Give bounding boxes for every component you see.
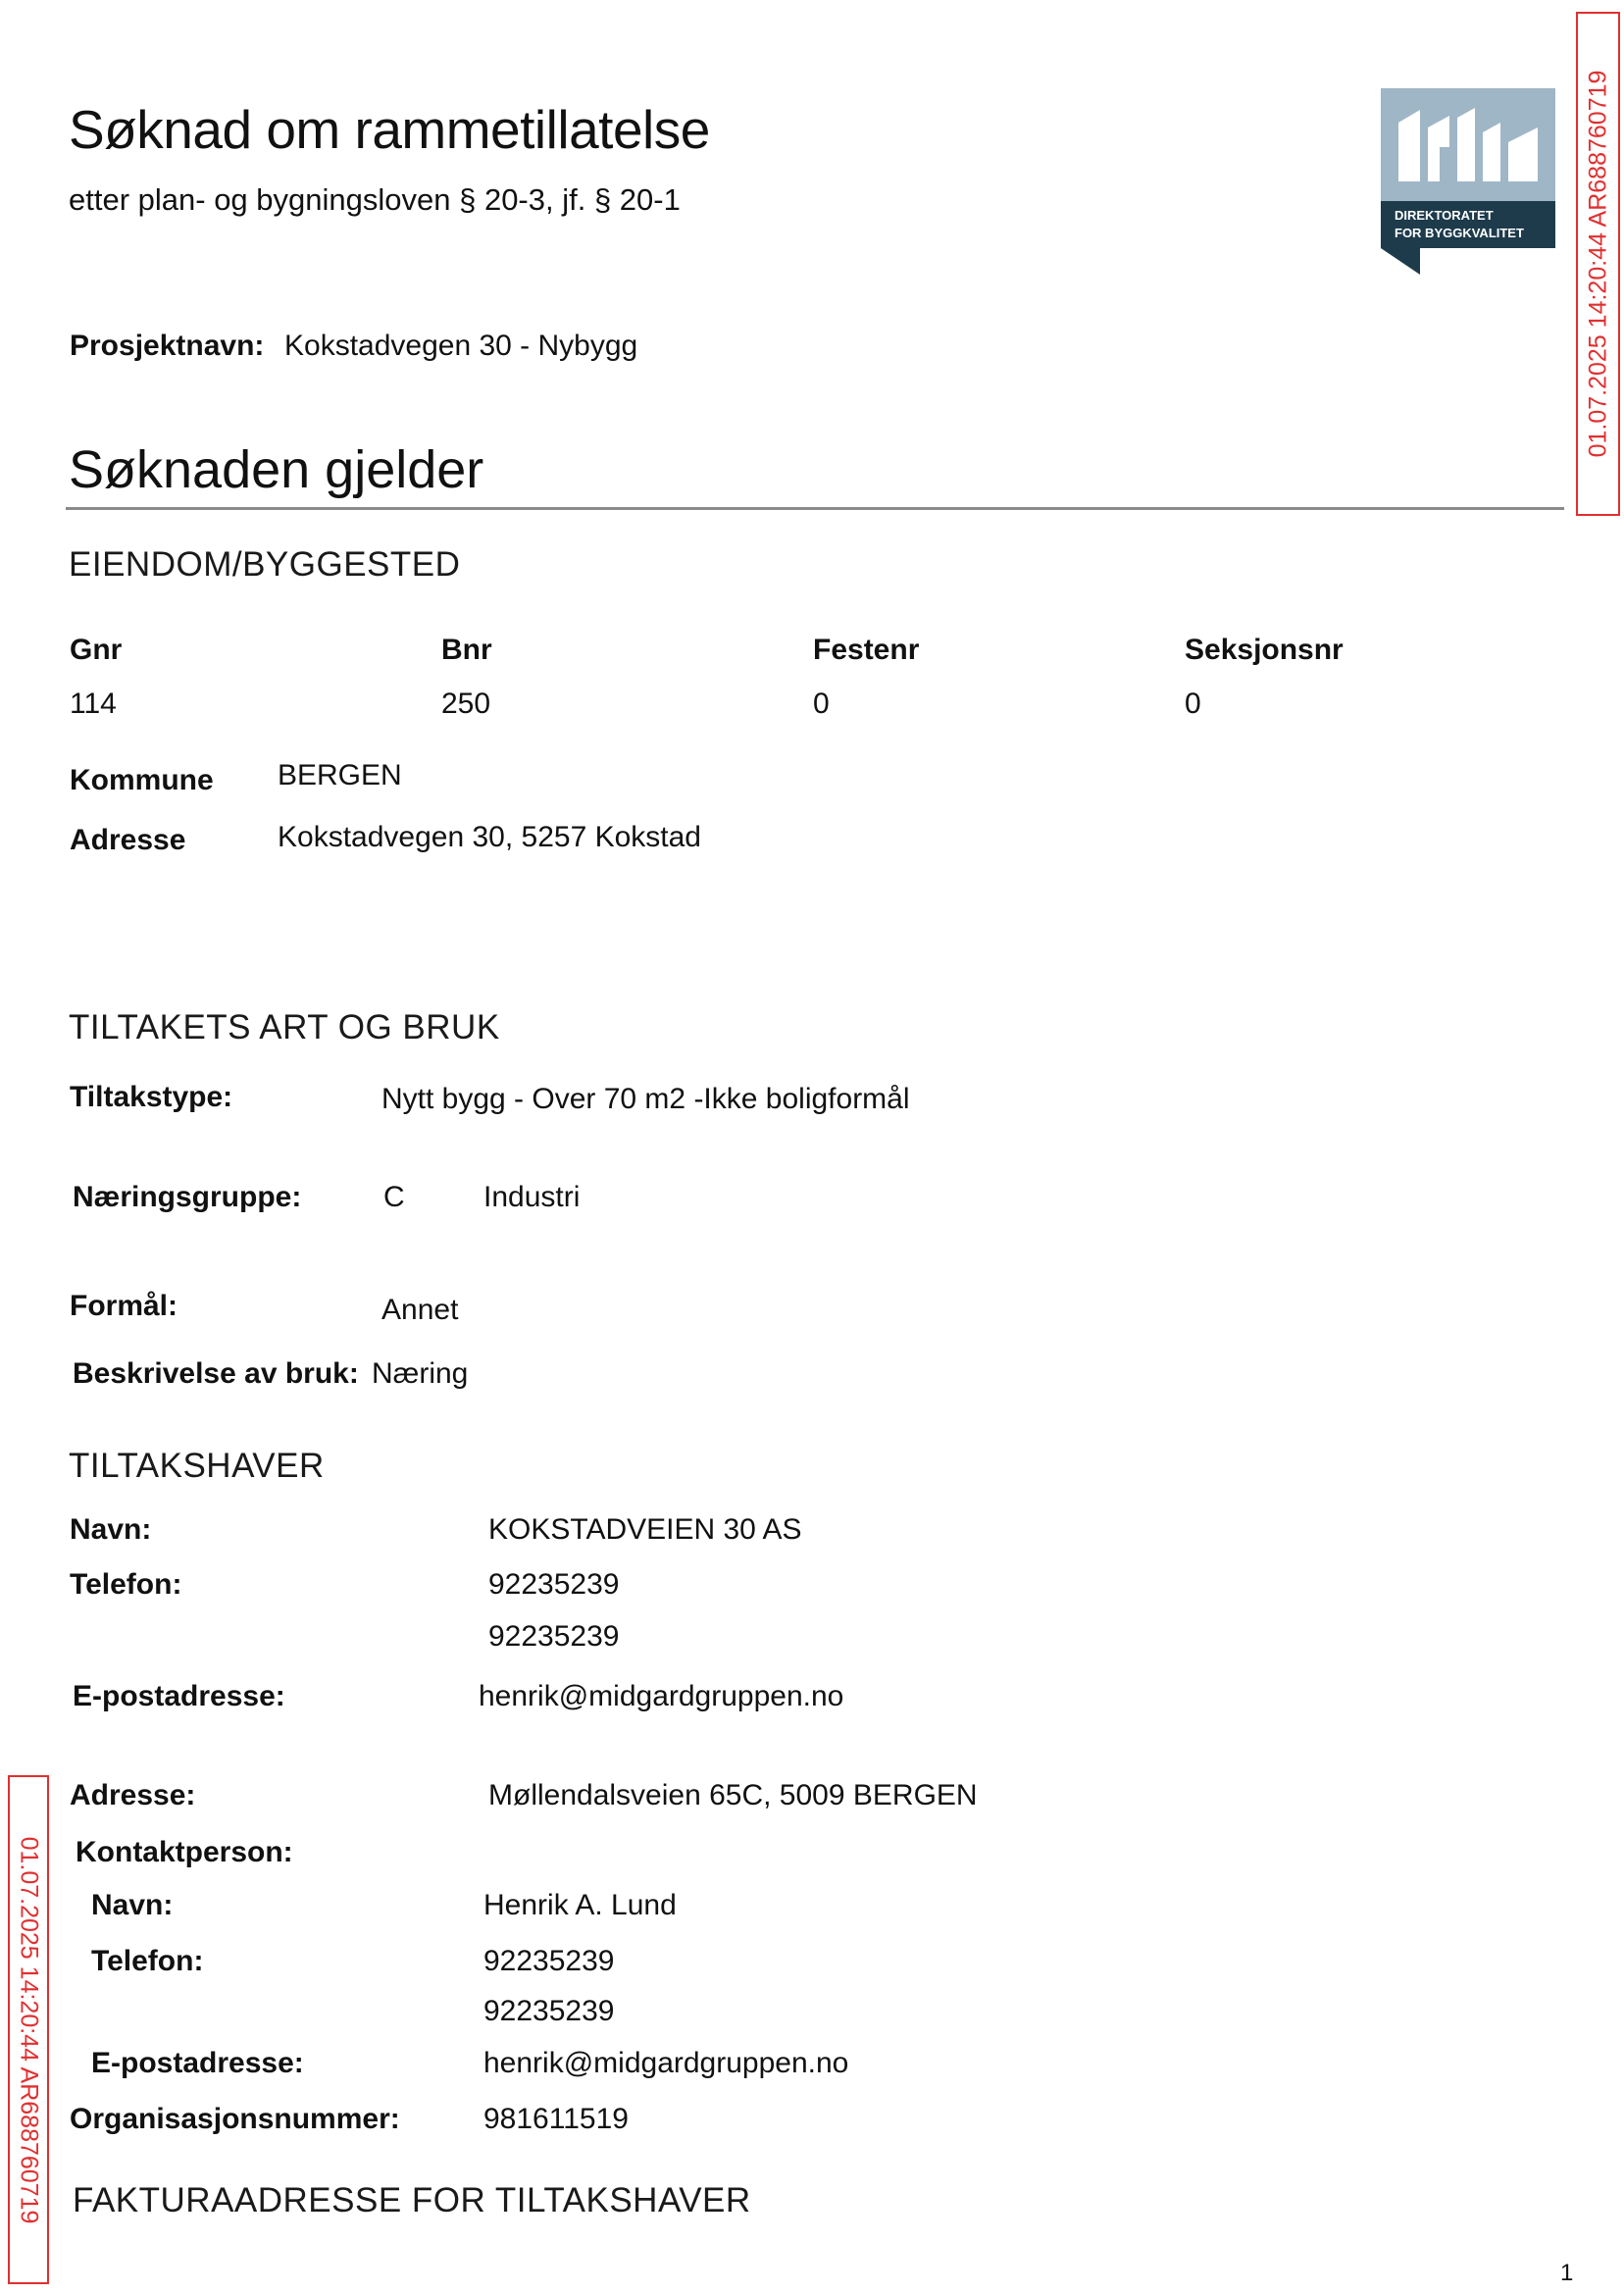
kontaktperson-telefon-value-1: 92235239 (483, 1945, 615, 1977)
tiltakshaver-epost-value: henrik@midgardgruppen.no (479, 1680, 844, 1712)
festenr-value: 0 (813, 688, 830, 720)
tiltakshaver-heading: TILTAKSHAVER (69, 1447, 325, 1485)
project-name-label: Prosjektnavn: (70, 330, 265, 362)
festenr-label: Festenr (813, 634, 920, 666)
kontaktperson-navn-label: Navn: (91, 1889, 174, 1921)
section-divider (66, 507, 1564, 510)
bnr-label: Bnr (441, 634, 492, 666)
page-number: 1 (1560, 2260, 1574, 2286)
tiltakshaver-navn-value: KOKSTADVEIEN 30 AS (488, 1513, 802, 1546)
kontaktperson-label: Kontaktperson: (76, 1836, 293, 1868)
project-name-value: Kokstadvegen 30 - Nybygg (284, 330, 638, 362)
adresse-label: Adresse (70, 824, 186, 856)
tiltakshaver-adresse-value: Møllendalsveien 65C, 5009 BERGEN (488, 1779, 978, 1811)
stamp-right-text: 01.07.2025 14:20:44 AR688760719 (1584, 70, 1611, 458)
document-subtitle: etter plan- og bygningsloven § 20-3, jf. § 20-1 (69, 182, 681, 217)
tiltakstype-value: Nytt bygg - Over 70 m2 -Ikke boligformål (381, 1083, 910, 1115)
logo-text-line1: DIREKTORATET (1395, 208, 1494, 223)
tiltakstype-label: Tiltakstype: (70, 1081, 233, 1113)
tiltakshaver-navn-label: Navn: (70, 1513, 152, 1546)
orgnr-label: Organisasjonsnummer: (70, 2103, 400, 2135)
property-heading: EIENDOM/BYGGESTED (69, 545, 461, 584)
kontaktperson-telefon-label: Telefon: (91, 1945, 204, 1977)
stamp-right (1576, 12, 1620, 516)
stamp-left-text: 01.07.2025 14:20:44 AR688760719 (15, 1836, 43, 2223)
naeringsgruppe-label: Næringsgruppe: (73, 1181, 302, 1213)
gnr-value: 114 (70, 688, 117, 720)
kontaktperson-telefon-value-2: 92235239 (483, 1995, 615, 2027)
naeringsgruppe-value: Industri (483, 1181, 581, 1213)
adresse-value: Kokstadvegen 30, 5257 Kokstad (278, 821, 701, 853)
kommune-value: BERGEN (278, 759, 402, 791)
orgnr-value: 981611519 (483, 2103, 629, 2135)
tiltakshaver-telefon-label: Telefon: (70, 1568, 182, 1601)
seksjonsnr-label: Seksjonsnr (1185, 634, 1344, 666)
dibk-logo-mark (1381, 88, 1555, 275)
kontaktperson-navn-value: Henrik A. Lund (483, 1889, 677, 1921)
faktura-heading: FAKTURAADRESSE FOR TILTAKSHAVER (73, 2181, 751, 2219)
kommune-label: Kommune (70, 764, 214, 796)
dibk-logo (1381, 88, 1555, 275)
section-heading: Søknaden gjelder (69, 440, 484, 499)
tiltak-heading: TILTAKETS ART OG BRUK (69, 1008, 500, 1046)
tiltakshaver-epost-label: E-postadresse: (73, 1680, 285, 1712)
kontaktperson-epost-label: E-postadresse: (91, 2047, 304, 2079)
document-title: Søknad om rammetillatelse (69, 99, 710, 160)
formal-value: Annet (381, 1294, 459, 1326)
seksjonsnr-value: 0 (1185, 688, 1201, 720)
logo-text-line2: FOR BYGGKVALITET (1395, 226, 1524, 240)
stamp-left (8, 1775, 49, 2284)
formal-label: Formål: (70, 1290, 178, 1322)
tiltakshaver-telefon-value-2: 92235239 (488, 1620, 620, 1653)
kontaktperson-epost-value: henrik@midgardgruppen.no (483, 2047, 849, 2079)
tiltakshaver-adresse-label: Adresse: (70, 1779, 196, 1811)
naeringsgruppe-code: C (383, 1181, 405, 1213)
beskrivelse-value: Næring (372, 1357, 469, 1390)
bnr-value: 250 (441, 688, 491, 720)
gnr-label: Gnr (70, 634, 123, 666)
beskrivelse-label: Beskrivelse av bruk: (73, 1357, 359, 1390)
tiltakshaver-telefon-value-1: 92235239 (488, 1568, 620, 1601)
